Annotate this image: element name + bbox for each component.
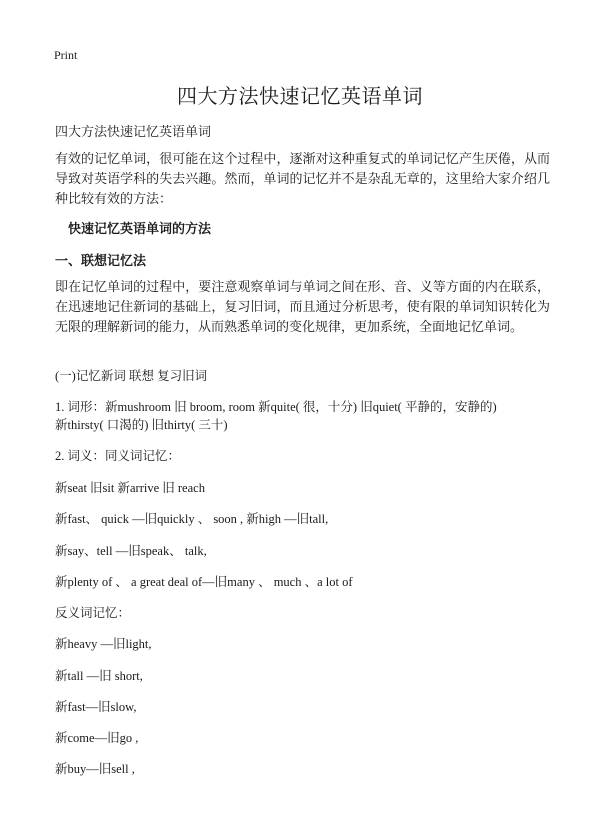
item-1-line-2: 新thirsty( 口渴的) 旧thirty( 三十) bbox=[55, 418, 228, 432]
item-2-label: 2. 词义：同义词记忆： bbox=[55, 449, 181, 463]
article-subtitle: 四大方法快速记忆英语单词 bbox=[55, 125, 212, 140]
intro-paragraph: 有效的记忆单词，很可能在这个过程中，逐渐对这种重复式的单词记忆产生厌倦，从而导致对英语学科的失去兴趣。然而，单词的记忆并不是杂乱无章的，这里给大家介绍几种比较有效的方法： bbox=[55, 152, 550, 207]
antonym-example-3: 新fast—旧slow, bbox=[55, 700, 137, 714]
item-1-line-1: 1. 词形：新mushroom 旧 broom, room 新quite( 很，十分) 旧quiet( 平静的，安静的) bbox=[55, 400, 497, 414]
print-link[interactable]: Print bbox=[54, 48, 78, 62]
method-1-heading: 一、联想记忆法 bbox=[55, 254, 147, 269]
method-1-paragraph: 即在记忆单词的过程中，要注意观察单词与单词之间在形、音、义等方面的内在联系，在迅速地记住新词的基础上，复习旧词，而且通过分析思考，使有限的单词知识转化为无限的理解新词的能力，从而熟悉单词的变化规律，更加系统，全面地记忆单词。 bbox=[55, 280, 550, 335]
section-heading: 快速记忆英语单词的方法 bbox=[68, 222, 212, 237]
subsection-1-label: (一)记忆新词 联想 复习旧词 bbox=[55, 369, 208, 383]
antonym-example-2: 新tall —旧 short, bbox=[55, 669, 143, 683]
synonym-example-1: 新seat 旧sit 新arrive 旧 reach bbox=[55, 481, 205, 495]
synonym-example-4: 新plenty of 、 a great deal of—旧many 、 much 、a lot of bbox=[55, 575, 353, 589]
antonym-example-4: 新come—旧go , bbox=[55, 731, 139, 745]
antonym-label: 反义词记忆： bbox=[55, 606, 131, 620]
antonym-example-5: 新buy—旧sell , bbox=[55, 762, 135, 776]
synonym-example-2: 新fast、 quick —旧quickly 、 soon , 新high —旧tall, bbox=[55, 512, 329, 526]
antonym-example-1: 新heavy —旧light, bbox=[55, 637, 152, 651]
synonym-example-3: 新say、tell —旧speak、 talk, bbox=[55, 544, 207, 558]
page-title: 四大方法快速记忆英语单词 bbox=[177, 84, 423, 108]
